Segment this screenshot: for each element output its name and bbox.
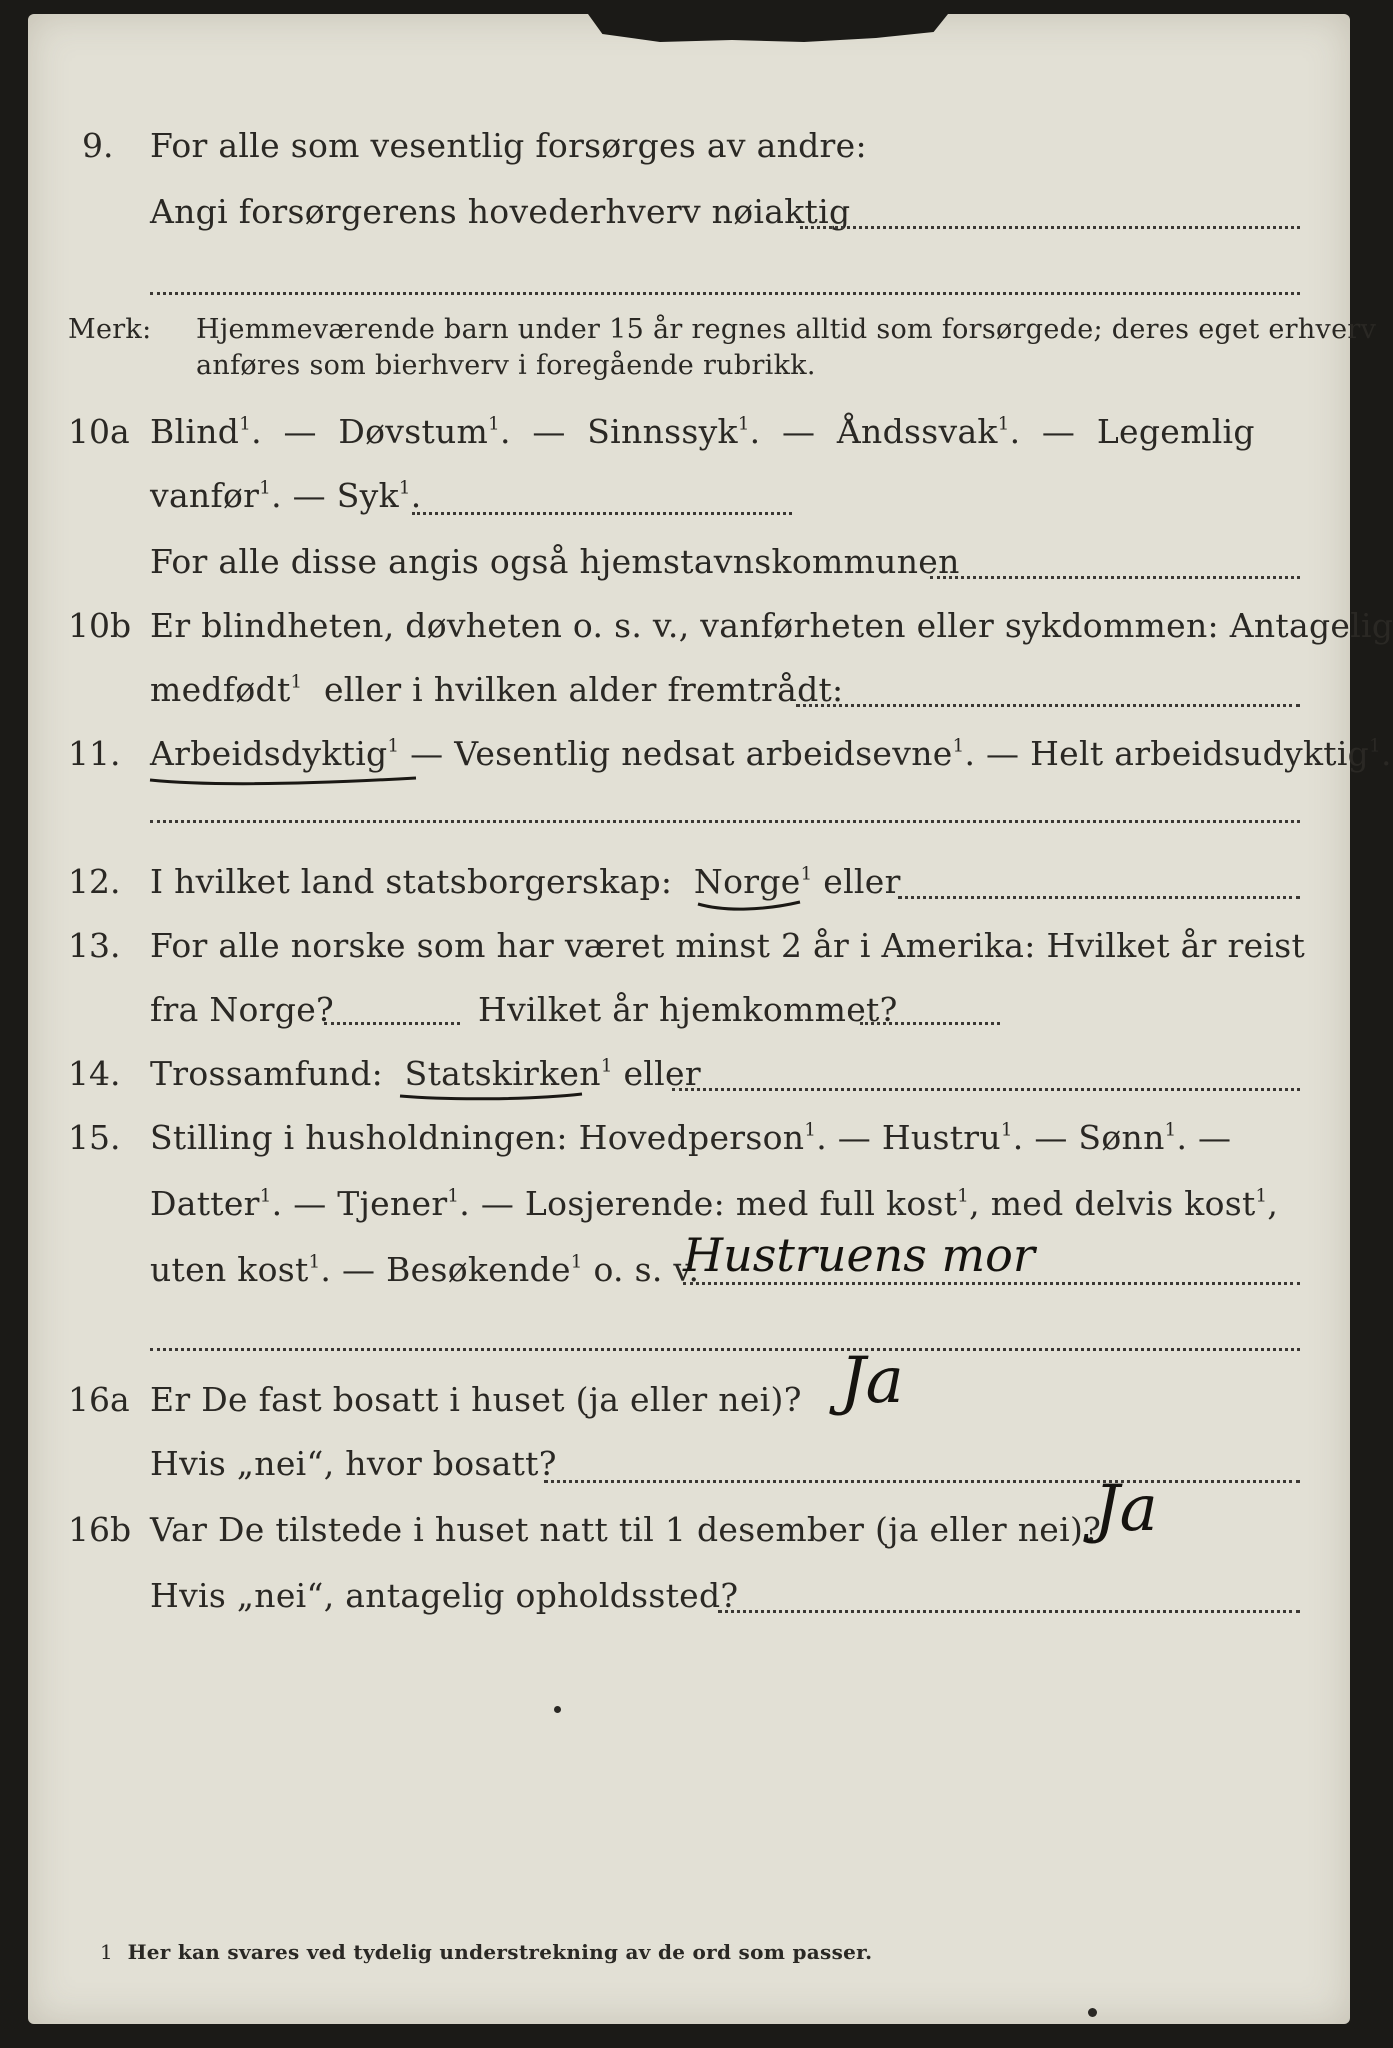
q13-reist-line[interactable] (324, 1022, 460, 1025)
footnote-mark: 1 (100, 1940, 114, 1964)
q11-answer-line[interactable] (150, 820, 1300, 823)
option-dovstum[interactable]: Døvstum (338, 412, 489, 451)
q12-line: I hvilket land statsborgerskap: Norge$^1$ eller (150, 862, 901, 901)
q10a-number: 10a (68, 412, 130, 451)
option-statskirken[interactable]: Statskirken (404, 1054, 601, 1093)
q13-number: 13. (68, 926, 121, 965)
option-vanfor[interactable]: vanfør (150, 476, 260, 515)
option-arbeidsdyktig[interactable]: Arbeidsdyktig (150, 734, 388, 773)
q13-hjemkommet: Hvilket år hjemkommet? (478, 990, 898, 1029)
q10a-kommune-line[interactable] (930, 576, 1300, 579)
q13-fra-norge: fra Norge? (150, 990, 335, 1029)
q16a-answer-line[interactable] (544, 1480, 1300, 1483)
q16a-line2: Hvis „nei“, hvor bosatt? (150, 1444, 557, 1483)
q10b-line1: Er blindheten, døvheten o. s. v., vanførheten eller sykdommen: Antagelig (150, 606, 1393, 645)
q10a-line1: Blind$^1$. — Døvstum$^1$. — Sinnssyk$^1$. — Åndssvak$^1$. — Legemlig (150, 412, 1255, 451)
merk-line2: anføres som bierhverv i foregående rubrikk. (196, 350, 816, 381)
ink-speck (554, 1706, 561, 1713)
option-medfodt[interactable]: medfødt (150, 670, 291, 709)
torn-edge (588, 14, 948, 54)
arbeidsdyktig-underline (148, 772, 428, 792)
q14-line: Trossamfund: Statskirken$^1$ eller (150, 1054, 701, 1093)
norge-underline (696, 898, 806, 918)
option-andssvak[interactable]: Åndssvak (836, 412, 998, 451)
q14-answer-line[interactable] (672, 1088, 1300, 1091)
q10b-answer-line[interactable] (796, 704, 1300, 707)
q11-number: 11. (68, 734, 121, 773)
option-blind[interactable]: Blind (150, 412, 240, 451)
q9-answer-line[interactable] (800, 226, 1300, 229)
option-nedsat[interactable]: — Vesentlig nedsat arbeidsevne (410, 734, 953, 773)
footnote-text: Her kan svares ved tydelig understrekning av de ord som passer. (127, 1940, 873, 1964)
q15-line2: Datter$^1$. — Tjener$^1$. — Losjerende: med full kost$^1$, med delvis kost$^1$, (150, 1184, 1279, 1223)
q16b-line1: Var De tilstede i huset natt til 1 desember (ja eller nei)? (150, 1510, 1102, 1549)
q13-hjemkommet-line[interactable] (860, 1022, 1000, 1025)
q12-answer-line[interactable] (898, 896, 1300, 899)
census-form-page (28, 14, 1393, 2024)
q11-line: Arbeidsdyktig$^1$ — Vesentlig nedsat arbeidsevne$^1$. — Helt arbeidsudyktig$^1$. (150, 734, 1392, 773)
q10a-answer-line[interactable] (412, 512, 792, 515)
option-sinnssyk[interactable]: Sinnssyk (587, 412, 738, 451)
q10a-line2: vanfør$^1$. — Syk$^1$. (150, 476, 422, 515)
q16a-line1: Er De fast bosatt i huset (ja eller nei)? (150, 1380, 802, 1419)
statskirken-underline (398, 1088, 588, 1108)
option-legemlig[interactable]: Legemlig (1096, 412, 1255, 451)
option-helt-udyktig[interactable]: . — Helt arbeidsudyktig (964, 734, 1370, 773)
q16a-number: 16a (68, 1380, 130, 1419)
q15-number: 15. (68, 1118, 121, 1157)
q13-line1: For alle norske som har været minst 2 år i Amerika: Hvilket år reist (150, 926, 1306, 965)
q15-line1: Stilling i husholdningen: Hovedperson$^1$. — Hustru$^1$. — Sønn$^1$. — (150, 1118, 1232, 1157)
q9-number: 9. (82, 126, 114, 165)
q12-number: 12. (68, 862, 121, 901)
q16b-answer-line[interactable] (718, 1610, 1300, 1613)
merk-label: Merk: (68, 314, 152, 345)
q15-line3: uten kost$^1$. — Besøkende$^1$ o. s. v. (150, 1250, 700, 1289)
ink-speck (1088, 2008, 1097, 2017)
q10b-number: 10b (68, 606, 132, 645)
q9-line2: Angi forsørgerens hovederhverv nøiaktig (150, 192, 851, 231)
q15-answer-line-2[interactable] (150, 1348, 1300, 1351)
merk-line1: Hjemmeværende barn under 15 år regnes alltid som forsørgede; deres eget erhverv (196, 314, 1377, 345)
q14-number: 14. (68, 1054, 121, 1093)
q10b-line2: medfødt$^1$ eller i hvilken alder fremtrådt: (150, 670, 844, 709)
q16a-handwritten-answer[interactable]: Ja (840, 1344, 904, 1418)
q16b-line2: Hvis „nei“, antagelig opholdssted? (150, 1576, 739, 1615)
q9-answer-line-2[interactable] (150, 292, 1300, 295)
q16b-number: 16b (68, 1510, 132, 1549)
footnote (100, 1940, 872, 1964)
option-norge[interactable]: Norge (693, 862, 801, 901)
q16b-handwritten-answer[interactable]: Ja (1094, 1472, 1158, 1546)
q15-handwritten-answer[interactable]: Hustruens mor (683, 1228, 1035, 1282)
q10a-line3: For alle disse angis også hjemstavnskommunen (150, 542, 960, 581)
q9-line1: For alle som vesentlig forsørges av andre: (150, 126, 867, 165)
option-syk[interactable]: Syk (336, 476, 399, 515)
q15-answer-line[interactable] (683, 1282, 1300, 1285)
